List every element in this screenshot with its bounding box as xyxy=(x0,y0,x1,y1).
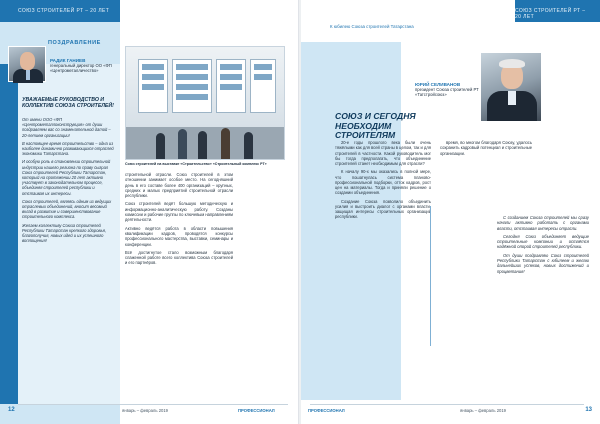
author-right xyxy=(415,82,481,98)
body-paragraph: время, во многом благодаря Союзу, удалось сохранить кадровый потенциал и строительные организации. xyxy=(440,140,532,156)
body-paragraph: строительной отрасли. Союз строителей в этом отношении занимает особое место. На сегодняшний день в его составе более 400 организаций – крупных, средних и малых предприятий строительной отрасли республики. xyxy=(125,172,233,199)
right-column-3 xyxy=(497,215,589,375)
article-title: СОЮЗ И СЕГОДНЯ НЕОБХОДИМ СТРОИТЕЛЯМ xyxy=(335,111,416,141)
left-footer-magazine: ПРОФЕССИОНАЛ xyxy=(238,408,275,413)
exhibition-photo xyxy=(125,46,285,160)
sidebar-heading: УВАЖАЕМЫЕ РУКОВОДСТВО И КОЛЛЕКТИВ СОЮЗА СТРОИТЕЛЕЙ! xyxy=(22,97,114,110)
author-photo-left xyxy=(8,46,46,82)
photo-caption: Союз строителей на выставке «Строительство» «Строительный комплекс РТ» xyxy=(125,162,267,166)
sidebar-paragraph: Союз строителей, являясь одним из ведущих отраслевых объединений, вносит весомый вклад в развитие и совершенствование строительного комплекса. xyxy=(22,198,112,220)
right-running-title: СОЮЗ СТРОИТЕЛЕЙ РТ – 20 ЛЕТ xyxy=(515,8,586,20)
right-footer-rule xyxy=(310,404,584,405)
body-paragraph: Всё достигнутое стало возможным благодаря слаженной работе всего коллектива Союза строителей и его партнёров. xyxy=(125,249,233,266)
body-paragraph: С созданием Союза строителей мы сразу начали активно работать с органами власти, отстаивая интересы отрасли. xyxy=(497,215,589,231)
right-footer-date: январь – февраль 2019 xyxy=(460,408,507,413)
section-label: ПОЗДРАВЛЕНИЕ xyxy=(48,40,101,46)
author-right-name: ЮРИЙ СЕЛИВАНОВ xyxy=(415,82,461,87)
author-left-name: РАДИК ГАНИЕВ xyxy=(50,58,86,63)
author-photo-right xyxy=(480,52,542,122)
sidebar-paragraph: Желаем коллективу Союза строителей Республики Татарстан крепкого здоровья, благополучия, новых идей и их успешного воплощения! xyxy=(22,222,107,244)
left-running-title: СОЮЗ СТРОИТЕЛЕЙ РТ – 20 ЛЕТ xyxy=(18,8,110,14)
sidebar-paragraph: В настоящее время строительство – одна из наиболее динамично развивающихся отраслей экономики Татарстана. xyxy=(22,140,114,157)
right-top-note: К юбилею Союза строителей Татарстана xyxy=(330,24,414,29)
left-main-column xyxy=(125,172,233,410)
body-paragraph: Создание Союза позволило объединить усилия и выстроить диалог с органами власти, защищая интересы строительных организаций республики. xyxy=(335,198,431,220)
body-paragraph: К началу 90-х мы оказались в полной мере, что пошатнулась система планово-профессиональной подборки, отток кадров, рост цен на материалы. Тогда и приняли решение о создании объединения. xyxy=(335,169,431,196)
body-paragraph: 20-е годы прошлого века были очень тяжёлыми как для всей страны в целом, так и для строителей в частности. Какой руководитель мог бы тогда предполагать, что объединение строителей станет необходимым для отрасли? xyxy=(335,140,431,166)
right-header-strip xyxy=(515,0,600,22)
left-sidebar-strip xyxy=(0,64,18,404)
author-left xyxy=(50,58,118,74)
left-header-strip xyxy=(0,0,120,22)
body-paragraph: От души поздравляю Союз строителей Республики Татарстан с юбилеем и желаю дальнейших успехов, новых достижений и процветания! xyxy=(497,252,589,274)
sidebar-paragraph: И особую роль в становлении строительной индустрии нашего региона по праву сыграл Союз строителей Республики Татарстан, который на протяжении 20 лет активно участвует в законодательном процессе, объединяя строителей республики и отстаивая их интересы. xyxy=(22,159,111,196)
right-column-2 xyxy=(440,140,532,202)
sidebar-paragraph: От имени ООО «ФП «Центрометаллоконструкция» от души поздравляем вас со знаменательной датой – 20-летием организации! xyxy=(22,117,111,138)
column-divider xyxy=(430,206,492,346)
left-page-number: 12 xyxy=(8,407,15,413)
left-footer-rule xyxy=(18,404,288,405)
right-column-1 xyxy=(335,140,431,362)
right-page-number: 13 xyxy=(585,407,592,413)
body-paragraph: Активно ведётся работа в области повышения квалификации кадров, проводятся конкурсы профессионального мастерства, выставки, семинары и конференции. xyxy=(125,225,233,247)
left-footer-date: январь – февраль 2019 xyxy=(122,408,169,413)
body-paragraph: Сегодня Союз объединяет ведущие строительные компании и остаётся надёжной опорой строителей республики. xyxy=(497,233,589,250)
body-paragraph: Союз строителей ведёт большую методическую и информационно-аналитическую работу. Созданы комиссии и рабочие группы по ключевым направлениям деятельности. xyxy=(125,201,233,223)
author-left-position: генеральный директор ОО «ФП «Центрометалличество» xyxy=(50,63,112,74)
right-footer-magazine: ПРОФЕССИОНАЛ xyxy=(308,408,345,413)
sidebar-text xyxy=(22,117,116,402)
author-right-position: президент Союза строителей РТ «Татстройсоюз» xyxy=(415,87,479,98)
